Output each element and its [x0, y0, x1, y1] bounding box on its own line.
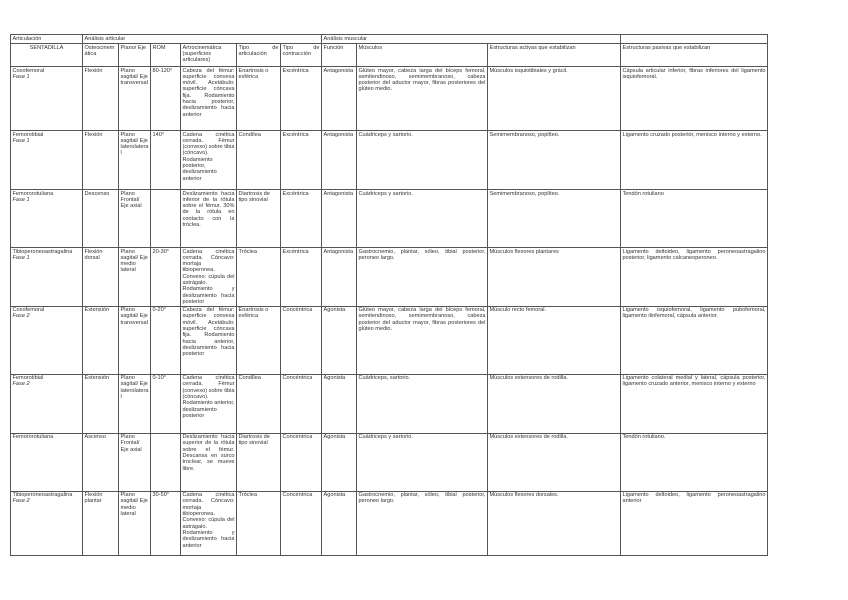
active-cell: Semimembranoso, poplíteo. [488, 131, 621, 190]
joint-name: Femororotuliana [12, 434, 54, 441]
contraction-cell: Excéntrica [281, 131, 322, 190]
phase-label: Fase 1 [12, 254, 30, 261]
passive-cell: Ligamento deltoideo, ligamento peroneoastragalino posterior, ligamento calcaneoperoneo. [621, 248, 768, 307]
function-cell: Antagonista [322, 131, 357, 190]
table-row [11, 374, 768, 433]
header-analisis-articular: Análisis articular [83, 35, 322, 44]
plane-cell: Plano Frontal/ Eje axial [119, 190, 151, 248]
table-row [11, 433, 768, 491]
phase-label: Fase 2 [12, 313, 30, 320]
active-cell: Músculos flexores plantares [488, 248, 621, 307]
movement-cell: Ascenso [83, 433, 119, 491]
plane-cell: Plano sagital/ Eje transversal [119, 67, 151, 131]
function-cell: Agonista [322, 306, 357, 374]
passive-cell: Tendón rotuliano [621, 190, 768, 248]
header-rom: ROM [151, 44, 181, 67]
rom-cell: 140° [151, 131, 181, 190]
plane-cell: Plano sagital/ Eje laterolateral [119, 131, 151, 190]
joint-type-cell: Diartrosis de tipo sinovial [237, 433, 281, 491]
movement-cell: Flexión [83, 131, 119, 190]
plane-cell: Plano sagital/ Eje laterolateral [119, 374, 151, 433]
contraction-cell: Concéntrica [281, 433, 322, 491]
contraction-cell: Excéntrica [281, 67, 322, 131]
passive-cell: Tendón rotuliano. [621, 433, 768, 491]
rom-cell: 80-120° [151, 67, 181, 131]
muscles-cell: Cuádriceps y sartorio. [357, 190, 488, 248]
header-plano-eje: Plano/ Eje [119, 44, 151, 67]
muscles-cell: Gastrocnemio, plantar, sóleo, tibial posterior, peroneo largo. [357, 491, 488, 555]
movement-cell: Extensión [83, 374, 119, 433]
active-cell: Músculos extensores de rodilla. [488, 433, 621, 491]
active-cell: Músculo recto femoral. [488, 306, 621, 374]
passive-cell: Ligamento isquiofemoral, ligamento pubofemoral, ligamento iliofemoral, cápsula anterior. [621, 306, 768, 374]
movement-cell: Flexión [83, 67, 119, 131]
arthro-cell: Cadena cinética cerrada. Cóncavo: mortaja tibioperonea. Convexo: cúpula del astrágalo. Rodamiento y deslizamiento hacia anterior [181, 491, 237, 555]
joint-type-cell: Tróclea [237, 491, 281, 555]
joint-type-cell: Condílea [237, 374, 281, 433]
movement-cell: Flexión dorsal [83, 248, 119, 307]
contraction-cell: Concéntrica [281, 374, 322, 433]
table-row [11, 248, 768, 307]
header-analisis-muscular: Análisis muscular [322, 35, 621, 44]
joint-cell [11, 491, 83, 555]
table-row [11, 306, 768, 374]
arthro-cell: Cadena cinética cerrada. Fémur (convexo) sobre tibia (cóncavo). Rodamiento anterior, deslizamiento posterior [181, 374, 237, 433]
function-cell: Antagonista [322, 67, 357, 131]
header-sentadilla: SENTADILLA [11, 44, 83, 67]
contraction-cell: Concéntrica [281, 306, 322, 374]
movement-cell: Flexión plantar [83, 491, 119, 555]
joint-cell [11, 433, 83, 491]
muscles-cell: Cuádriceps, sartorio. [357, 374, 488, 433]
plane-cell: Plano Frontal/ Eje axial [119, 433, 151, 491]
phase-label: Fase 2 [12, 381, 30, 388]
active-cell: Músculos extensores de rodilla. [488, 374, 621, 433]
header-musculos: Músculos [357, 44, 488, 67]
header-osteocinematica: Osteocinemática [83, 44, 119, 67]
rom-cell: 20-30° [151, 248, 181, 307]
contraction-cell: Concéntrica [281, 491, 322, 555]
arthro-cell: Cadena cinética cerrada. Fémur (convexo) sobre tibia (cóncavo). Rodamiento posterior, deslizamiento anterior [181, 131, 237, 190]
function-cell: Antagonista [322, 248, 357, 307]
joint-name: Femororotuliana [12, 190, 54, 197]
table-row [11, 67, 768, 131]
phase-label: Fase 1 [12, 73, 30, 80]
arthro-cell: Deslizamiento hacia inferior de la rótula sobre el fémur. 30% de la rótula en contacto con la tróclea. [181, 190, 237, 248]
muscles-cell: Cuádriceps y sartorio. [357, 433, 488, 491]
joint-cell [11, 190, 83, 248]
header-tipo-contraccion: Tipo de contracción [281, 44, 322, 67]
rom-cell: 0-20° [151, 306, 181, 374]
joint-name: Tibioperoneoastragalina [12, 248, 73, 255]
muscles-cell: Gastrocnemio, plantar, sóleo, tibial posterior, peroneo largo. [357, 248, 488, 307]
muscles-cell: Glúteo mayor, cabeza larga del bíceps femoral, semitendinoso, semimembranoso, cabeza posterior del aductor mayor, fibras posteriores del glúteo medio. [357, 67, 488, 131]
table-row [11, 131, 768, 190]
table-row [11, 190, 768, 248]
function-cell: Agonista [322, 491, 357, 555]
arthro-cell: Deslizamiento hacia superior de la rótula sobre el fémur. Descansa en surco troclear, se mueve libre. [181, 433, 237, 491]
contraction-cell: Excéntrica [281, 190, 322, 248]
joint-type-cell: Enartrosis o esférica [237, 67, 281, 131]
joint-type-cell: Diartrosis de tipo sinovial [237, 190, 281, 248]
joint-cell [11, 374, 83, 433]
movement-cell: Extensión [83, 306, 119, 374]
rom-cell: 30-50° [151, 491, 181, 555]
header-artrocinematica: Artrocinemática (superficies articulares) [181, 44, 237, 67]
arthro-cell: Cabeza del fémur: superficie convexa móvil. Acetábulo: superficie cóncava fija. Rodamiento hacia anterior, deslizamiento hacia posterior [181, 306, 237, 374]
active-cell: Músculos flexores dorsales. [488, 491, 621, 555]
joint-name: Femorotibial [12, 131, 44, 138]
arthro-cell: Cabeza del fémur: superficie convexa móvil. Acetábulo: superficie cóncava fija. Rodamiento hacia posterior, deslizamiento hacia anterior [181, 67, 237, 131]
passive-cell: Cápsula articular inferior, fibras inferiores del ligamento isquiofemoral. [621, 67, 768, 131]
table-row [11, 491, 768, 555]
joint-cell [11, 131, 83, 190]
header-estructuras-activas: Estructuras activas que estabilizan [488, 44, 621, 67]
rom-cell [151, 433, 181, 491]
joint-name: Femorotibial [12, 375, 44, 382]
header-funcion: Función [322, 44, 357, 67]
movement-cell: Descenso [83, 190, 119, 248]
active-cell: Semimembranoso, poplíteo. [488, 190, 621, 248]
rom-cell [151, 190, 181, 248]
header-row-2 [11, 44, 768, 67]
function-cell: Agonista [322, 433, 357, 491]
muscles-cell: Glúteo mayor, cabeza larga del bíceps femoral, semitendinoso, semimembranoso, cabeza posterior del aductor mayor, fibras posteriores del glúteo medio. [357, 306, 488, 374]
header-row-1 [11, 35, 768, 44]
phase-label: Fase 2 [12, 498, 30, 505]
joint-name: Coxofemoral [12, 307, 45, 314]
joint-type-cell: Tróclea [237, 248, 281, 307]
rom-cell: 0-10° [151, 374, 181, 433]
plane-cell: Plano sagital/ Eje medio lateral [119, 491, 151, 555]
joint-type-cell: Condílea [237, 131, 281, 190]
plane-cell: Plano sagital/ Eje transversal [119, 306, 151, 374]
active-cell: Músculos isquiotibiales y grácil. [488, 67, 621, 131]
plane-cell: Plano sagital/ Eje medio lateral [119, 248, 151, 307]
arthro-cell: Cadena cinética cerrada. Cóncavo: mortaja tibioperonea. Convexo: cúpula del astrágalo. Rodamiento y deslizamiento hacia posterior [182, 248, 235, 305]
muscles-cell: Cuádriceps y sartorio. [357, 131, 488, 190]
joint-cell [11, 306, 83, 374]
header-estructuras-pasivas: Estructuras pasivas que estabilizan [621, 44, 768, 67]
contraction-cell: Excéntrica [281, 248, 322, 307]
header-tipo-articulacion: Tipo de articulación [237, 44, 281, 67]
passive-cell: Ligamento deltoideo, ligamento peroneoastragalino anterior [621, 491, 768, 555]
passive-cell: Ligamento colateral medial y lateral, cápsula posterior, ligamento cruzado anterior, menisco interno y externo [621, 374, 768, 433]
phase-label: Fase 1 [12, 137, 30, 144]
function-cell: Antagonista [322, 190, 357, 248]
joint-cell [11, 67, 83, 131]
biomechanics-table [10, 34, 768, 556]
header-articulacion: Articulación [11, 35, 83, 44]
joint-cell [11, 248, 83, 307]
function-cell: Agonista [322, 374, 357, 433]
joint-type-cell: Enartrosis o esférica [237, 306, 281, 374]
header-empty [621, 35, 768, 44]
joint-name: Coxofemoral [12, 67, 45, 74]
passive-cell: Ligamento cruzado posterior, menisco interno y externo. [621, 131, 768, 190]
phase-label: Fase 1 [12, 196, 30, 203]
joint-name: Tibioperoneoastragalina [12, 492, 73, 499]
